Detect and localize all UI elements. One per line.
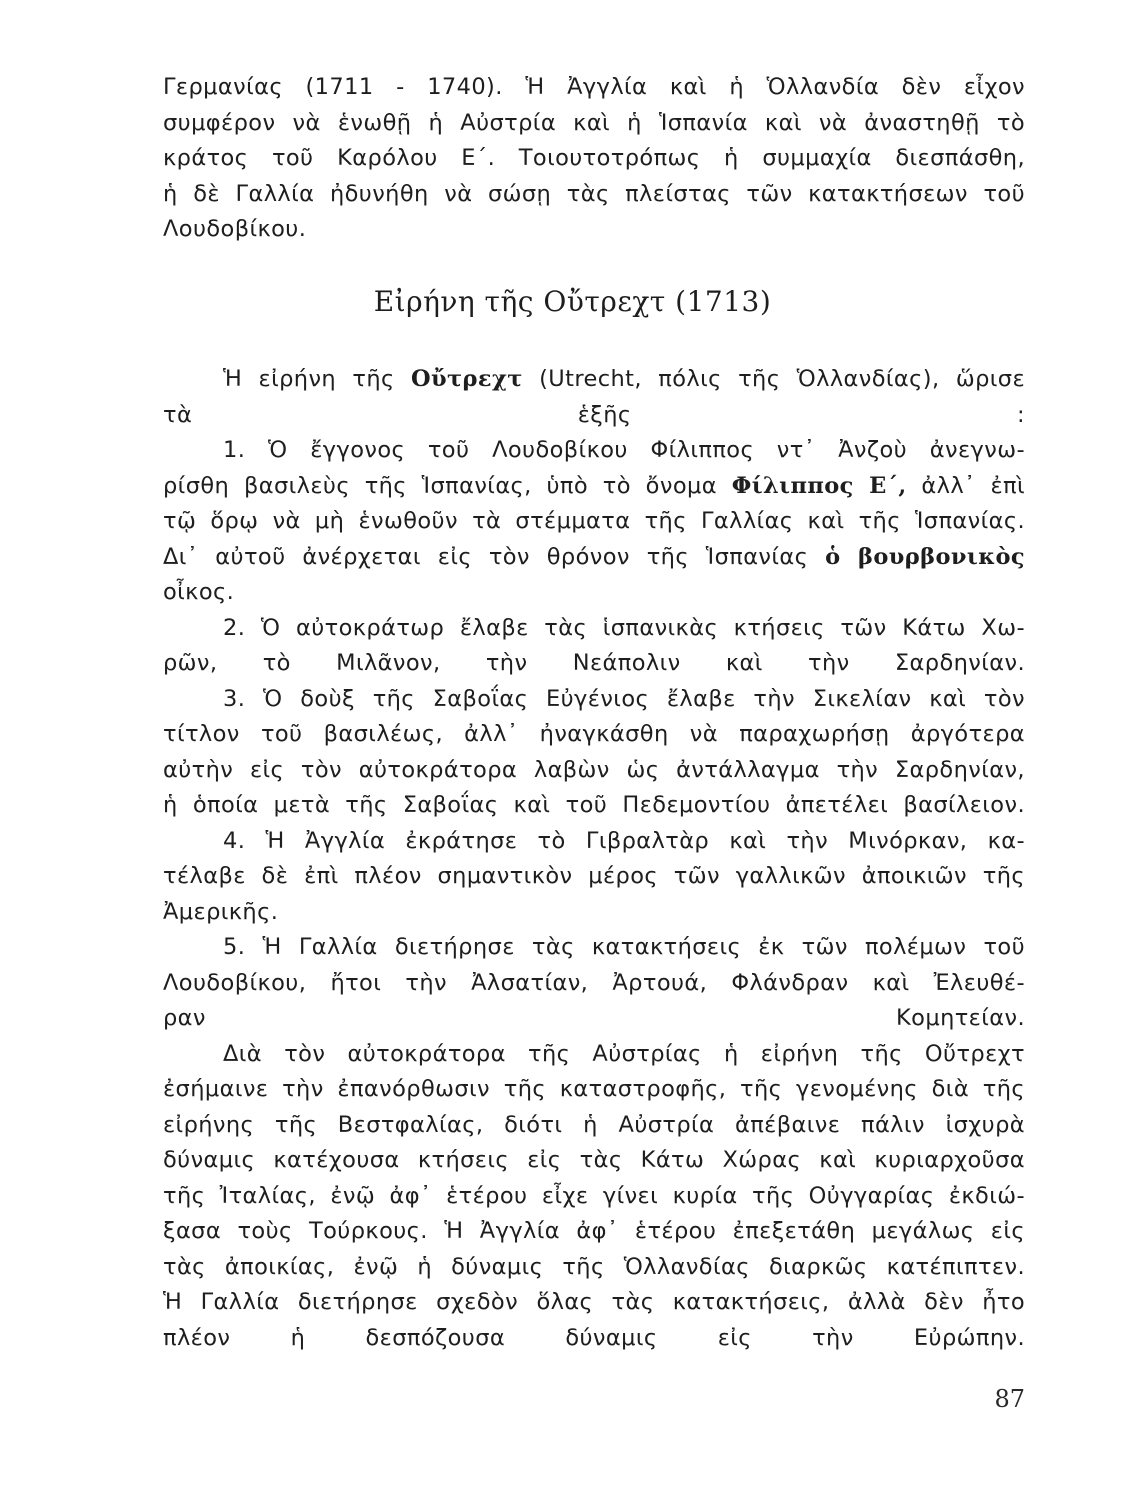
list-item-1-line xyxy=(163,540,1025,576)
text-line: κράτος τοῦ Καρόλου Ε΄. Τοιουτοτρόπως ἡ συμμαχία διεσπάσθη, xyxy=(163,145,1025,171)
bold-term: ὁ βουρβονικὸς xyxy=(825,543,1025,570)
text-run: ρίσθη βασιλεὺς τῆς Ἱσπανίας, ὑπὸ τὸ ὄνομα xyxy=(163,472,732,499)
text-line: τὰ ἑξῆς : xyxy=(163,401,1025,428)
list-item-2-line: ρῶν, τὸ Μιλᾶνον, τὴν Νεάπολιν καὶ τὴν Σαρδηνίαν. xyxy=(163,650,1025,676)
list-item-4-line: Ἀμερικῆς. xyxy=(163,898,279,925)
closing-paragraph-line: Διὰ τὸν αὐτοκράτορα τῆς Αὐστρίας ἡ εἰρήνη τῆς Οὔτρεχτ xyxy=(223,1040,1025,1067)
closing-paragraph-line: ξασα τοὺς Τούρκους. Ἡ Ἀγγλία ἀφ᾿ ἑτέρου ἐπεξετάθη μεγάλως εἰς xyxy=(163,1218,1025,1244)
closing-paragraph-line: ἐσήμαινε τὴν ἐπανόρθωσιν τῆς καταστροφῆς, τῆς γενομένης διὰ τῆς xyxy=(163,1076,1025,1102)
closing-paragraph-line: τὰς ἀποικίας, ἐνῷ ἡ δύναμις τῆς Ὁλλανδίας διαρκῶς κατέπιπτεν. xyxy=(163,1253,1025,1280)
list-item-5-line: Λουδοβίκου, ἤτοι τὴν Ἀλσατίαν, Ἀρτουά, Φλάνδραν καὶ Ἐλευθέ- xyxy=(163,969,1025,996)
page-number: 87 xyxy=(994,1385,1025,1413)
list-item-1-line xyxy=(163,469,1025,505)
text-run: Ἡ εἰρήνη τῆς xyxy=(223,366,411,392)
bold-term: Φίλιππος Ε΄, xyxy=(731,472,907,499)
bold-term: Οὔτρεχτ xyxy=(411,366,523,392)
list-item-3-line: 3. Ὁ δοὺξ τῆς Σαβοΐας Εὐγένιος ἔλαβε τὴν Σικελίαν καὶ τὸν xyxy=(223,685,1025,712)
closing-paragraph-line: πλέον ἡ δεσπόζουσα δύναμις εἰς τὴν Εὐρώπην. xyxy=(163,1324,1025,1351)
list-item-3-line: αὐτὴν εἰς τὸν αὐτοκράτορα λαβὼν ὡς ἀντάλλαγμα τὴν Σαρδηνίαν, xyxy=(163,756,1025,783)
text-line: συμφέρον νὰ ἑνωθῇ ἡ Αὐστρία καὶ ἡ Ἱσπανία καὶ νὰ ἀναστηθῇ τὸ xyxy=(163,109,1025,136)
closing-paragraph-line: εἰρήνης τῆς Βεστφαλίας, διότι ἡ Αὐστρία ἀπέβαινε πάλιν ἰσχυρὰ xyxy=(163,1111,1025,1138)
list-item-2-line: 2. Ὁ αὐτοκράτωρ ἔλαβε τὰς ἱσπανικὰς κτήσεις τῶν Κάτω Χω- xyxy=(223,614,1025,641)
list-item-1-line: 1. Ὁ ἔγγονος τοῦ Λουδοβίκου Φίλιππος ντ᾿ Ἀνζοὺ ἀνεγνω- xyxy=(223,437,1025,463)
text-line: Γερμανίας (1711 - 1740). Ἡ Ἀγγλία καὶ ἡ Ὁλλανδία δὲν εἶχον xyxy=(163,74,1025,100)
text-run: Δι᾿ αὐτοῦ ἀνέρχεται εἰς τὸν θρόνον τῆς Ἱσπανίας xyxy=(163,543,826,570)
list-item-1-line: οἶκος. xyxy=(163,579,235,605)
intro-paragraph xyxy=(163,70,1025,248)
text-run: ἀλλ᾿ ἐπὶ xyxy=(906,472,1025,499)
closing-paragraph-line: δύναμις κατέχουσα κτήσεις εἰς τὰς Κάτω Χώρας καὶ κυριαρχοῦσα xyxy=(163,1147,1025,1173)
list-item-1-line: τῷ ὅρῳ νὰ μὴ ἑνωθοῦν τὰ στέμματα τῆς Γαλλίας καὶ τῆς Ἱσπανίας. xyxy=(163,508,1025,534)
text-line xyxy=(163,362,1025,398)
list-item-4-line: τέλαβε δὲ ἐπὶ πλέον σημαντικὸν μέρος τῶν γαλλικῶν ἀποικιῶν τῆς xyxy=(163,863,1025,889)
text-line: ἡ δὲ Γαλλία ἠδυνήθη νὰ σώσῃ τὰς πλείστας τῶν κατακτήσεων τοῦ xyxy=(163,180,1025,207)
text-line: Λουδοβίκου. xyxy=(163,216,307,242)
list-item-4-line: 4. Ἡ Ἀγγλία ἐκράτησε τὸ Γιβραλτὰρ καὶ τὴν Μινόρκαν, κα- xyxy=(223,827,1025,854)
section-heading: Εἰρήνη τῆς Οὔτρεχτ (1713) xyxy=(373,285,772,318)
text-run: (Utrecht, πόλις τῆς Ὁλλανδίας), ὥρισε xyxy=(522,366,1026,392)
closing-paragraph-line: Ἡ Γαλλία διετήρησε σχεδὸν ὅλας τὰς κατακτήσεις, ἀλλὰ δὲν ἦτο xyxy=(163,1289,1025,1315)
list-item-3-line: τίτλον τοῦ βασιλέως, ἀλλ᾿ ἠναγκάσθη νὰ παραχωρήσῃ ἀργότερα xyxy=(163,721,1025,747)
list-item-3-line: ἡ ὁποία μετὰ τῆς Σαβοΐας καὶ τοῦ Πεδεμοντίου ἀπετέλει βασίλειον. xyxy=(163,792,1025,818)
body-text xyxy=(163,362,1025,1356)
closing-paragraph-line: τῆς Ἰταλίας, ἐνῷ ἀφ᾿ ἑτέρου εἶχε γίνει κυρία τῆς Οὐγγαρίας ἐκδιώ- xyxy=(163,1182,1025,1209)
list-item-5-line: 5. Ἡ Γαλλία διετήρησε τὰς κατακτήσεις ἐκ τῶν πολέμων τοῦ xyxy=(223,934,1025,960)
list-item-5-line: ραν Κομητείαν. xyxy=(163,1005,1025,1031)
